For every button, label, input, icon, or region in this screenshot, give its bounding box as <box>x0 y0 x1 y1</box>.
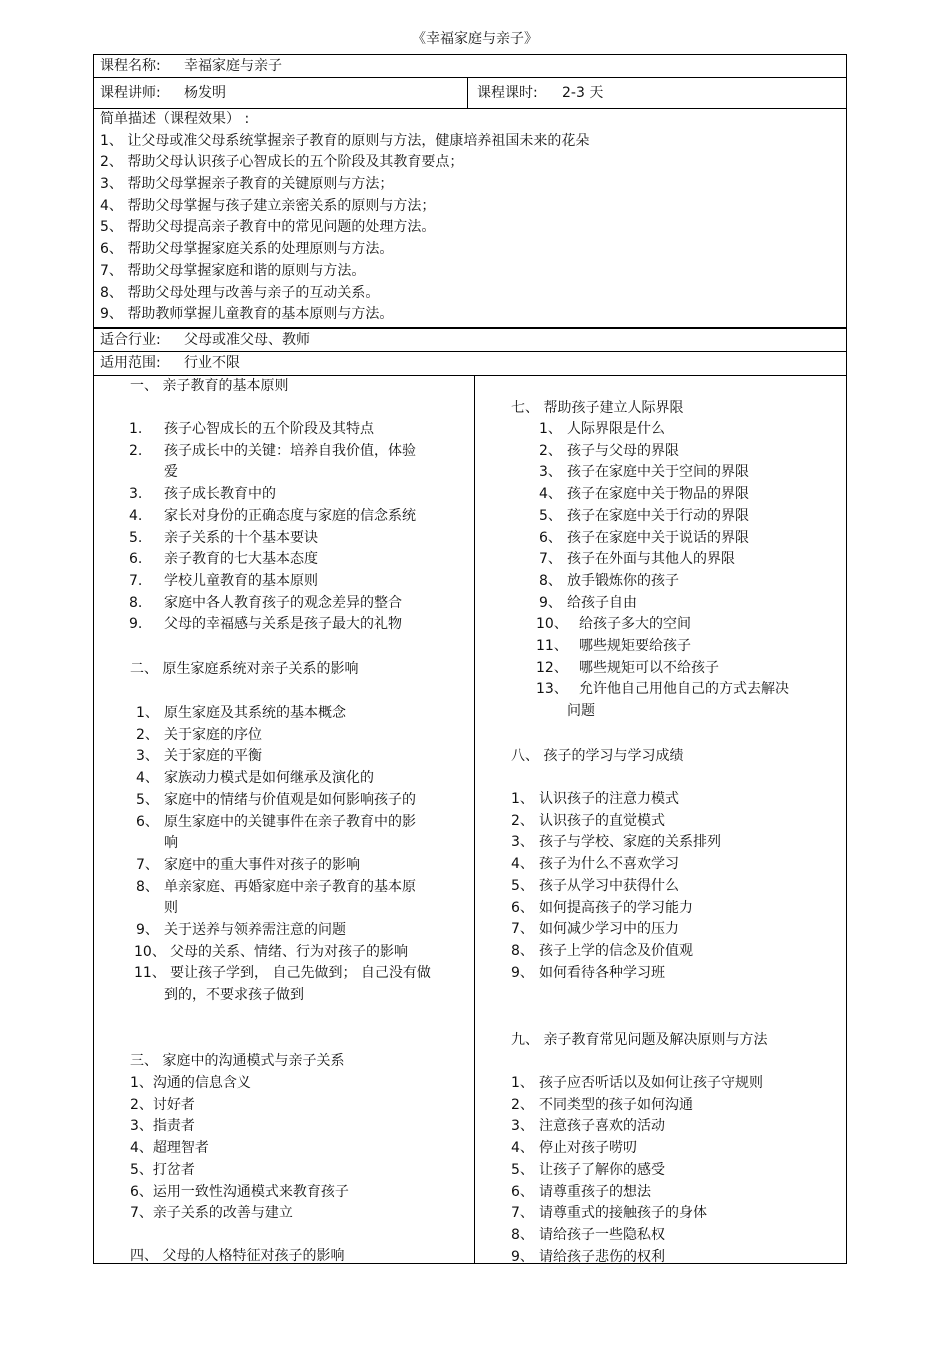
section-item: 单亲家庭、再婚家庭中亲子教育的基本原 <box>164 878 416 895</box>
section-item: 家庭中各人教育孩子的观念差异的整合 <box>164 594 402 611</box>
section-item-number: 3、 <box>136 748 159 765</box>
section-item: 哪些规矩可以不给孩子 <box>579 659 719 676</box>
section-item: 孩子上学的信念及价值观 <box>539 942 693 959</box>
section-item: 亲子教育的七大基本态度 <box>164 551 318 568</box>
section-item-number: 6、 <box>511 899 534 916</box>
section-item: 家庭中的情绪与价值观是如何影响孩子的 <box>164 791 416 808</box>
section-title: 九、 亲子教育常见问题及解决原则与方法 <box>511 1032 768 1048</box>
section-item: 给孩子多大的空间 <box>579 616 691 633</box>
section-item-number: 2、 <box>539 442 562 459</box>
industry-label: 适合行业: <box>100 332 161 348</box>
section-item: 6、运用一致性沟通模式来教育孩子 <box>130 1183 349 1200</box>
content-area <box>94 376 846 1264</box>
description-item: 8、 帮助父母处理与改善与亲子的互动关系。 <box>100 284 380 301</box>
section-item-number: 4、 <box>511 856 534 873</box>
course-name-value: 幸福家庭与亲子 <box>184 58 282 74</box>
section-item: 哪些规矩要给孩子 <box>579 638 691 654</box>
section-item-number: 6、 <box>136 813 159 830</box>
section-item-number: 13、 <box>536 681 568 698</box>
description-item: 6、 帮助父母掌握家庭关系的处理原则与方法。 <box>100 241 394 258</box>
section-item: 孩子与学校、家庭的关系排列 <box>539 834 721 851</box>
section-item: 原生家庭中的关键事件在亲子教育中的影 <box>164 813 416 830</box>
lecturer-value: 杨发明 <box>184 85 226 101</box>
section-item-number: 2、 <box>511 1096 534 1113</box>
section-item: 家庭中的重大事件对孩子的影响 <box>164 856 360 873</box>
section-item: 孩子在家庭中关于物品的界限 <box>567 486 749 503</box>
section-item: 孩子应否听话以及如何让孩子守规则 <box>539 1075 763 1091</box>
section-item: 孩子成长中的关键：培养自我价值，体验 <box>164 442 416 459</box>
section-item: 如何提高孩子的学习能力 <box>539 899 693 916</box>
section-item: 学校儿童教育的基本原则 <box>164 572 318 589</box>
description-item: 7、 帮助父母掌握家庭和谐的原则与方法。 <box>100 262 366 279</box>
section-item: 关于送养与领养需注意的问题 <box>164 922 346 938</box>
section-item-number: 1、 <box>539 421 562 437</box>
section-item: 认识孩子的注意力模式 <box>539 791 679 807</box>
scope-value: 行业不限 <box>184 355 240 371</box>
section-item: 认识孩子的直觉模式 <box>539 812 665 829</box>
section-item: 孩子成长教育中的 <box>164 486 276 503</box>
industry-cell <box>94 329 846 351</box>
section-item: 要让孩子学到， 自己先做到； 自己没有做 <box>170 965 431 982</box>
section-item: 问题 <box>567 703 595 720</box>
section-item: 孩子为什么不喜欢学习 <box>539 856 679 873</box>
section-item-number: 5、 <box>136 791 159 808</box>
section-item: 孩子在家庭中关于说话的界限 <box>567 529 749 546</box>
section-item: 爱 <box>164 464 178 481</box>
section-item-number: 1、 <box>511 1075 534 1091</box>
section-item: 给孩子自由 <box>567 594 637 611</box>
section-item: 孩子与父母的界限 <box>567 442 679 459</box>
section-item: 原生家庭及其系统的基本概念 <box>164 705 346 721</box>
course-table <box>93 54 847 1264</box>
section-item-number: 7、 <box>539 551 562 568</box>
section-item-number: 10、 <box>134 943 166 960</box>
section-item: 1、沟通的信息含义 <box>130 1075 251 1091</box>
section-item: 家族动力模式是如何继承及演化的 <box>164 770 374 787</box>
section-item-number: 3、 <box>539 464 562 481</box>
section-item-number: 9、 <box>136 922 159 938</box>
lecturer-label: 课程讲师: <box>100 85 161 101</box>
section-item-number: 7、 <box>511 921 534 938</box>
duration-label: 课程课时: <box>477 85 538 101</box>
description-item: 4、 帮助父母掌握与孩子建立亲密关系的原则与方法； <box>100 197 436 214</box>
section-item-number: 3、 <box>511 1118 534 1135</box>
section-item: 让孩子了解你的感受 <box>539 1161 665 1178</box>
section-item: 请给孩子悲伤的权利 <box>539 1248 665 1265</box>
section-item: 请给孩子一些隐私权 <box>539 1226 665 1243</box>
description-block <box>100 109 589 326</box>
section-item-number: 5. <box>129 529 143 546</box>
scope-cell <box>94 352 846 375</box>
right-column <box>475 376 847 1264</box>
course-name-row <box>94 55 846 78</box>
section-item-number: 3. <box>129 486 143 503</box>
section-item-number: 7、 <box>511 1205 534 1222</box>
section-item-number: 1、 <box>136 705 159 721</box>
section-item-number: 4、 <box>539 486 562 503</box>
lecturer-cell <box>94 78 468 108</box>
section-item-number: 2、 <box>136 726 159 743</box>
section-item-number: 8、 <box>136 878 159 895</box>
section-title: 二、 原生家庭系统对亲子关系的影响 <box>130 661 359 677</box>
section-item-number: 4、 <box>511 1140 534 1157</box>
section-item: 请尊重孩子的想法 <box>539 1183 651 1200</box>
section-item-number: 7、 <box>136 856 159 873</box>
section-item-number: 3、 <box>511 834 534 851</box>
section-item: 7、亲子关系的改善与建立 <box>130 1205 293 1222</box>
section-item: 孩子在外面与其他人的界限 <box>567 551 735 568</box>
section-item-number: 2、 <box>511 812 534 829</box>
section-item-number: 8、 <box>511 1226 534 1243</box>
industry-row <box>94 329 846 352</box>
section-item-number: 11、 <box>134 965 166 982</box>
section-item-number: 6、 <box>511 1183 534 1200</box>
section-item: 孩子在家庭中关于空间的界限 <box>567 464 749 481</box>
section-item: 则 <box>164 900 178 917</box>
section-title: 八、 孩子的学习与学习成绩 <box>511 748 684 764</box>
section-title: 一、 亲子教育的基本原则 <box>130 378 289 394</box>
section-item: 关于家庭的平衡 <box>164 748 262 765</box>
section-item: 孩子在家庭中关于行动的界限 <box>567 507 749 524</box>
section-item-number: 8、 <box>511 942 534 959</box>
section-item: 停止对孩子唠叨 <box>539 1140 637 1157</box>
lecturer-row <box>94 78 846 109</box>
section-item-number: 9、 <box>511 964 534 981</box>
scope-row <box>94 352 846 376</box>
section-item-number: 6、 <box>539 529 562 546</box>
section-item-number: 11、 <box>536 638 568 654</box>
section-item: 父母的幸福感与关系是孩子最大的礼物 <box>164 616 402 633</box>
section-item: 4、超理智者 <box>130 1140 209 1157</box>
industry-value: 父母或准父母、教师 <box>184 332 310 348</box>
section-item: 注意孩子喜欢的活动 <box>539 1118 665 1135</box>
description-item: 5、 帮助父母提高亲子教育中的常见问题的处理方法。 <box>100 219 436 236</box>
section-item-number: 4. <box>129 507 143 524</box>
description-row <box>94 109 846 329</box>
description-item: 3、 帮助父母掌握亲子教育的关键原则与方法； <box>100 176 394 193</box>
section-item: 孩子从学习中获得什么 <box>539 877 679 894</box>
section-item: 5、打岔者 <box>130 1161 195 1178</box>
section-item-number: 5、 <box>511 1161 534 1178</box>
section-item-number: 10、 <box>536 616 568 633</box>
section-title: 四、 父母的人格特征对孩子的影响 <box>130 1248 345 1264</box>
section-item: 3、指责者 <box>130 1118 195 1135</box>
section-item-number: 5、 <box>511 877 534 894</box>
duration-cell <box>468 78 846 108</box>
section-title: 七、 帮助孩子建立人际界限 <box>511 400 684 416</box>
section-item-number: 8、 <box>539 572 562 589</box>
document-title: 《幸福家庭与亲子》 <box>412 31 538 47</box>
scope-label: 适用范围: <box>100 355 161 371</box>
section-item-number: 4、 <box>136 770 159 787</box>
section-item: 孩子心智成长的五个阶段及其特点 <box>164 421 374 437</box>
description-label: 简单描述（课程效果） : <box>100 111 250 127</box>
section-item-number: 9. <box>129 616 143 633</box>
section-item: 家长对身份的正确态度与家庭的信念系统 <box>164 507 416 524</box>
section-item: 响 <box>164 835 178 852</box>
section-item: 亲子关系的十个基本要诀 <box>164 529 318 546</box>
section-title: 三、 家庭中的沟通模式与亲子关系 <box>130 1053 345 1069</box>
section-item-number: 1. <box>129 421 143 437</box>
section-item: 如何减少学习中的压力 <box>539 921 679 938</box>
description-item: 1、 让父母或准父母系统掌握亲子教育的原则与方法，健康培养祖国未来的花朵 <box>100 132 590 149</box>
section-item-number: 2. <box>129 442 143 459</box>
section-item-number: 7. <box>129 572 143 589</box>
section-item: 允许他自己用他自己的方式去解决 <box>579 681 789 698</box>
section-item-number: 9、 <box>539 594 562 611</box>
section-item-number: 12、 <box>536 659 568 676</box>
section-item: 请尊重式的接触孩子的身体 <box>539 1205 707 1222</box>
section-item-number: 5、 <box>539 507 562 524</box>
section-item: 放手锻炼你的孩子 <box>567 572 679 589</box>
section-item-number: 8. <box>129 594 143 611</box>
section-item: 父母的关系、情绪、行为对孩子的影响 <box>170 943 408 960</box>
course-name-cell <box>94 55 846 77</box>
description-item: 2、 帮助父母认识孩子心智成长的五个阶段及其教育要点； <box>100 154 464 171</box>
section-item: 到的，不要求孩子做到 <box>164 987 304 1004</box>
course-name-label: 课程名称: <box>100 58 161 74</box>
left-column <box>94 376 474 1264</box>
description-item: 9、 帮助教师掌握儿童教育的基本原则与方法。 <box>100 306 394 323</box>
section-item-number: 9、 <box>511 1248 534 1265</box>
duration-value: 2-3 天 <box>562 85 604 101</box>
section-item-number: 6. <box>129 551 143 568</box>
section-item: 关于家庭的序位 <box>164 726 262 743</box>
section-item: 不同类型的孩子如何沟通 <box>539 1096 693 1113</box>
section-item: 人际界限是什么 <box>567 421 665 437</box>
section-item: 2、讨好者 <box>130 1096 195 1113</box>
section-item-number: 1、 <box>511 791 534 807</box>
section-item: 如何看待各种学习班 <box>539 964 665 981</box>
